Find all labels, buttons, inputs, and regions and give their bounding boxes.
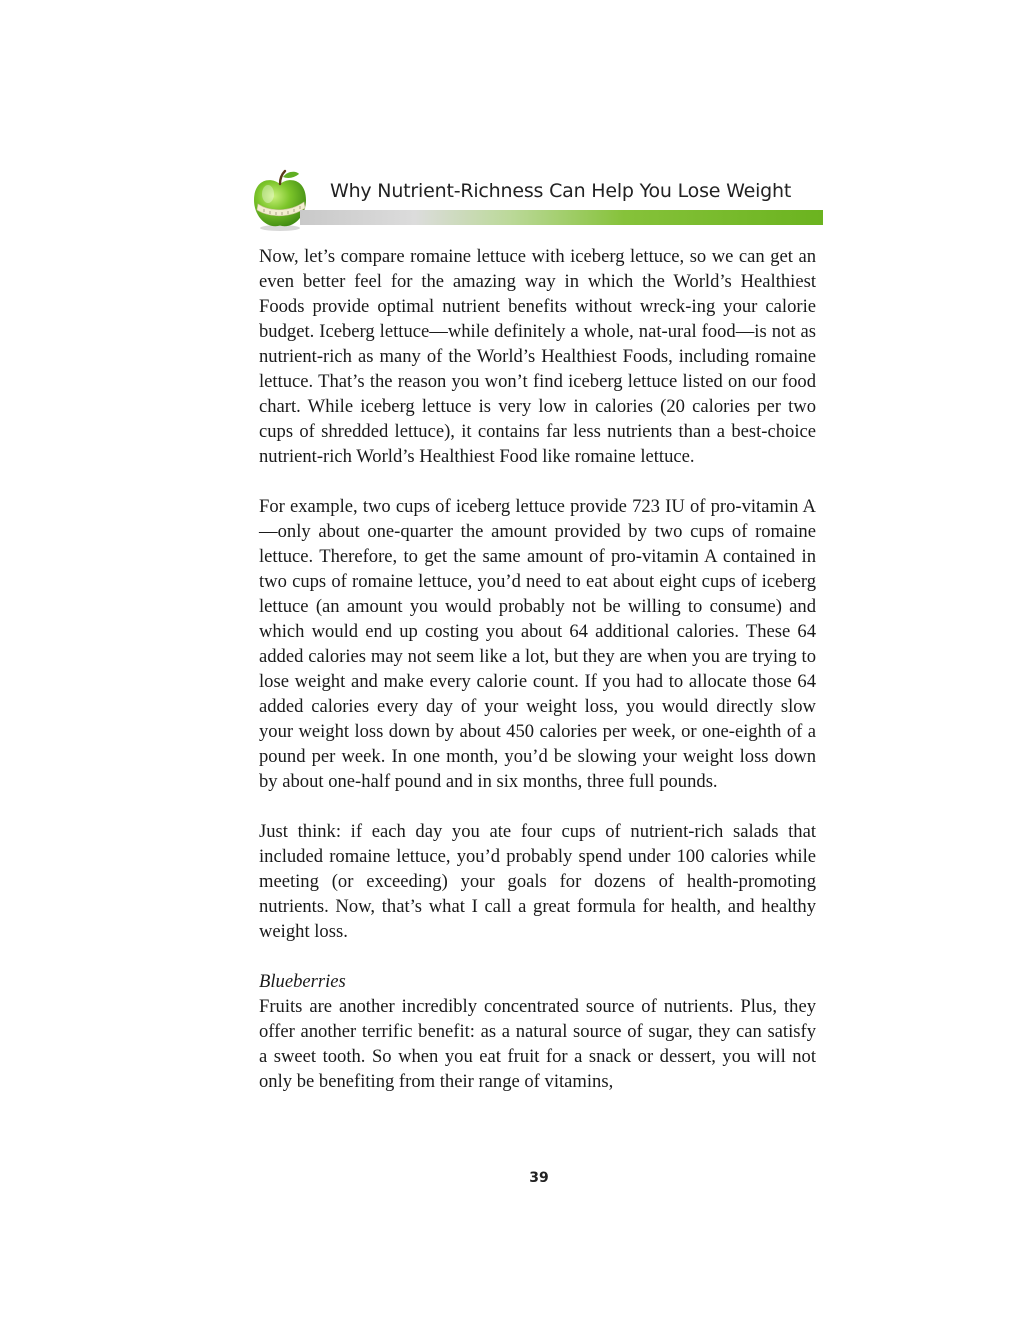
paragraph: For example, two cups of iceberg lettuce provide 723 IU of pro-vitamin A—only about one-quarter the amount provided by two cups of romaine lettuce. Therefore, to get the same amount of pro-vitamin A contained in two cups of romaine lettuce, you’d need to eat about eight cups of iceberg lettuce (an amount you would probably not be willing to consume) and which would end up costing you about 64 additional calories. These 64 added calories may not seem like a lot, but they are when you are trying to lose weight and make every calorie count. If you had to allocate those 64 added calories every day of your weight loss, you would directly slow your weight loss down by about 450 calories per week, or one-eighth of a pound per week. In one month, you’d be slowing your weight loss down by about one-half pound and in six months, three full pounds.	[259, 496, 816, 792]
paragraph: Now, let’s compare romaine lettuce with iceberg lettuce, so we can get an even better feel for the amazing way in which the World’s Healthiest Foods provide optimal nutrient benefits without wreck-ing your calorie budget. Iceberg lettuce—while definitely a whole, nat-ural food—is not as nutrient-rich as many of the World’s Healthiest Foods, including romaine lettuce. That’s the reason you won’t find iceberg lettuce listed on our food chart. While iceberg lettuce is very low in calories (20 calories per two cups of shredded lettuce), it contains far less nutrients than a best-choice nutrient-rich World’s Healthiest Food like romaine lettuce.	[259, 246, 816, 467]
page-number: 39	[529, 1170, 549, 1186]
section-subhead: Blueberries	[259, 971, 346, 992]
header-accent-bar	[300, 210, 823, 225]
running-title: Why Nutrient-Richness Can Help You Lose Weight	[330, 180, 792, 202]
paragraph: Just think: if each day you ate four cups of nutrient-rich salads that included romaine lettuce, you’d probably spend under 100 calories while meeting (or exceeding) your goals for dozens of health-promoting nutrients. Now, that’s what I call a great formula for health, and healthy weight loss.	[259, 821, 816, 942]
page-header	[248, 168, 826, 232]
paragraph: Fruits are another incredibly concentrated source of nutrients. Plus, they offer another terrific benefit: as a natural source of sugar, they can satisfy a sweet tooth. So when you eat fruit for a snack or dessert, you will not only be benefiting from their range of vitamins,	[259, 996, 816, 1092]
body-text	[259, 244, 816, 1094]
